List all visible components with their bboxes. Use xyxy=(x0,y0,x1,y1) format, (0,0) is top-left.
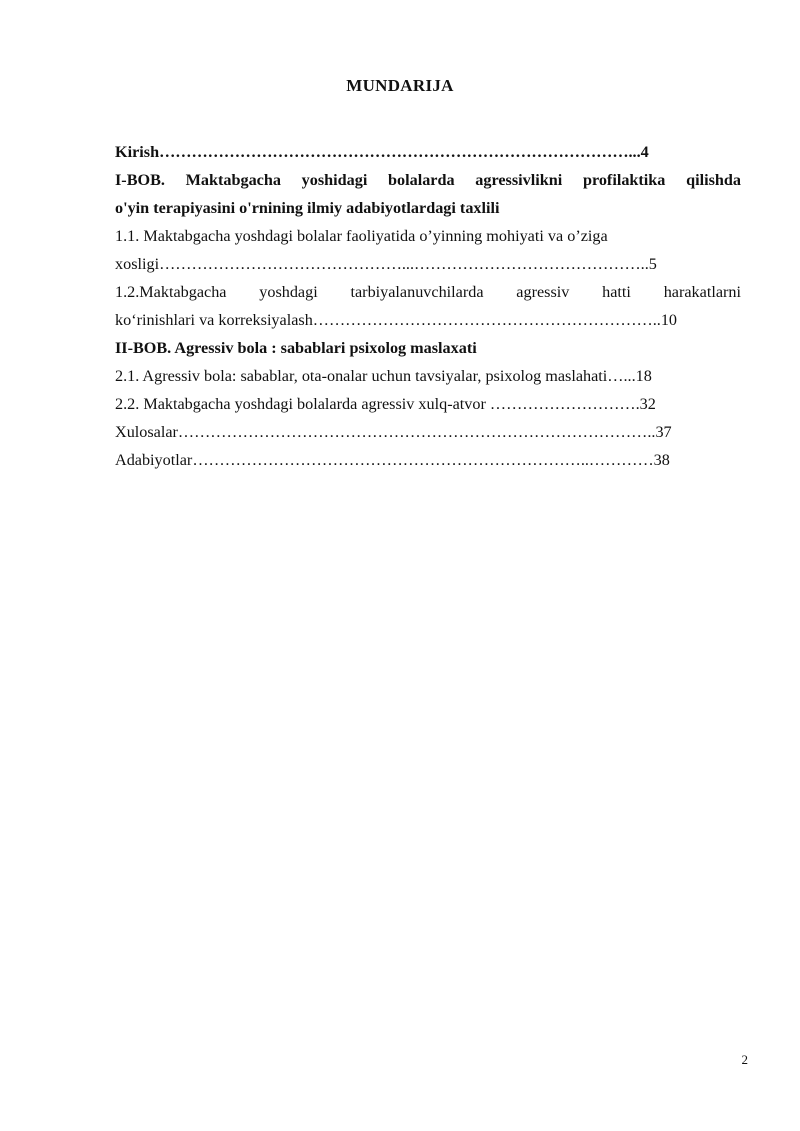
toc-section-2-2: 2.2. Maktabgacha yoshdagi bolalarda agressiv xulq-atvor ……………………….32 xyxy=(115,395,656,413)
toc-section-1-2-line-2: ko‘rinishlari va korreksiyalash………………………………………………………..10 xyxy=(115,311,678,329)
toc-section-1-1-line-2: xosligi………………………………………...……………………………………..5 xyxy=(115,255,657,273)
toc-section-2-1: 2.1. Agressiv bola: sabablar, ota-onalar uchun tavsiyalar, psixolog maslahati…...18 xyxy=(115,367,652,385)
toc-section-1-2-line-1: 1.2.Maktabgacha yoshdagi tarbiyalanuvchilarda agressiv hatti harakatlarni xyxy=(115,283,741,301)
page-title: MUNDARIJA xyxy=(346,76,454,95)
toc-entry-conclusions: Xulosalar……………………………………………………………………………..37 xyxy=(115,423,672,441)
toc-entry-references: Adabiyotlar………………………………………………………………..…………38 xyxy=(115,451,670,469)
toc-section-1-1-line-1: 1.1. Maktabgacha yoshdagi bolalar faoliyatida o’yinning mohiyati va o’ziga xyxy=(115,227,608,245)
table-of-contents xyxy=(115,138,741,474)
toc-chapter-1-heading-line-2: o'yin terapiyasini o'rnining ilmiy adabiyotlardagi taxlili xyxy=(115,199,500,217)
toc-chapter-1-heading-line-1: I-BOB. Maktabgacha yoshidagi bolalarda agressivlikni profilaktika qilishda xyxy=(115,171,741,189)
page-number: 2 xyxy=(741,1052,748,1067)
toc-entry-introduction: Kirish……………………………………………………………………………...4 xyxy=(115,143,649,161)
toc-chapter-2-heading: II-BOB. Agressiv bola : sabablari psixolog maslaxati xyxy=(115,339,477,357)
